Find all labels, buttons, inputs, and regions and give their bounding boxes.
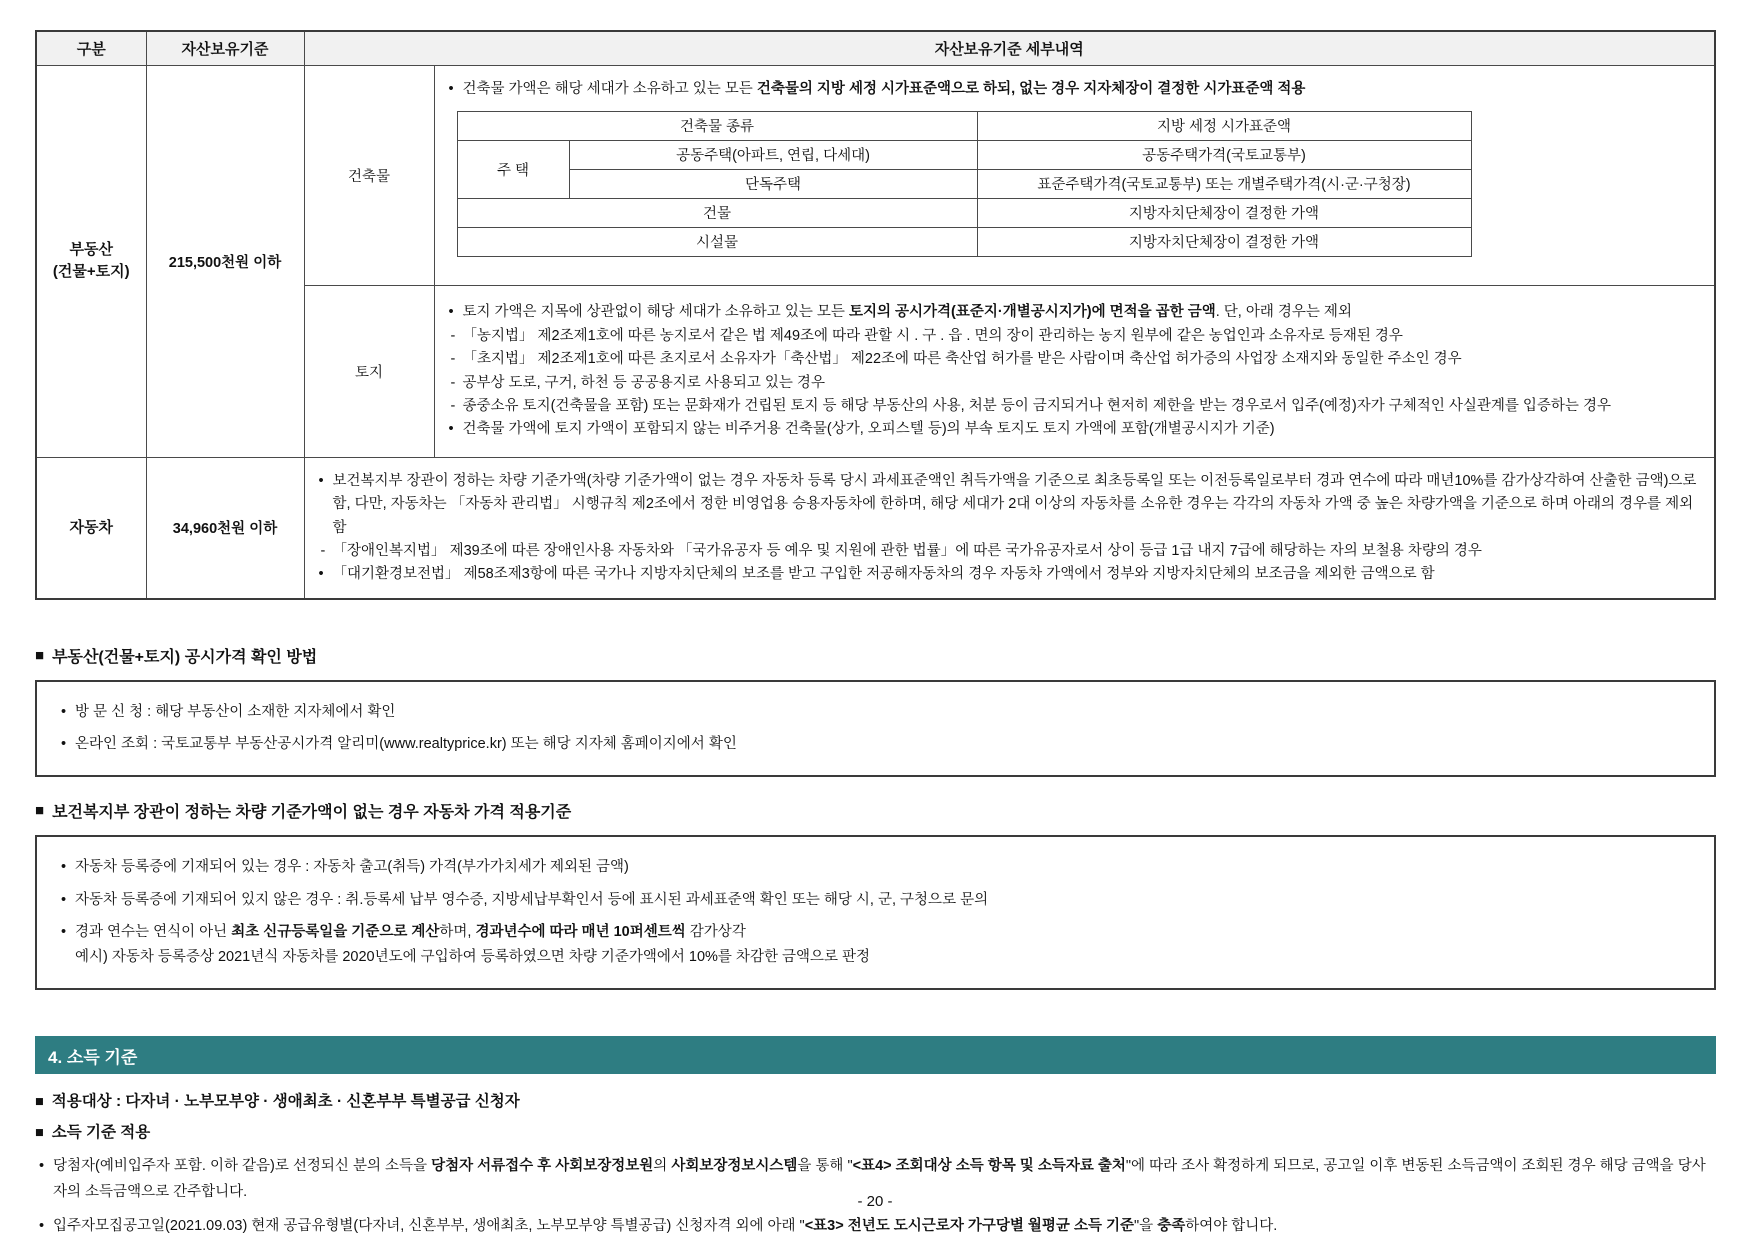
bullet-marker: • bbox=[448, 421, 454, 438]
square-marker: ■ bbox=[35, 802, 45, 820]
bullet-marker: • bbox=[39, 1217, 45, 1234]
list-item bbox=[319, 563, 1701, 586]
income-apply-line bbox=[35, 1120, 1716, 1142]
list-item-text: 건축물 가액에 토지 가액이 포함되지 않는 비주거용 건축물(상가, 오피스텔 등)의 부속 토지도 토지 가액에 포함(개별공시지가 기준) bbox=[462, 421, 1275, 438]
list-item-text: 자동차 등록증에 기재되어 있는 경우 : 자동차 출고(취득) 가격(부가가치세가 제외된 금액) bbox=[75, 859, 629, 876]
category-car: 자동차 bbox=[36, 457, 146, 599]
section-title: 보건복지부 장관이 정하는 차량 기준가액이 없는 경우 자동차 가격 적용기준 bbox=[52, 804, 572, 822]
bullet-marker: • bbox=[448, 80, 454, 97]
list-item-text: 「대기환경보전법」 제58조제3항에 따른 국가나 지방자치단체의 보조를 받고 구입한 저공해자동차의 경우 자동차 가액에서 정부와 지방자치단체의 보조금을 제외한 금액으로 함 bbox=[332, 566, 1435, 583]
inner-col-value: 지방 세정 시가표준액 bbox=[977, 111, 1471, 140]
col-header-detail: 자산보유기준 세부내역 bbox=[304, 31, 1715, 65]
subcategory-building-label: 건축물 bbox=[304, 65, 434, 285]
bullet-marker: • bbox=[61, 859, 67, 876]
list-item-text: 경과 연수는 연식이 아닌 최초 신규등록일을 기준으로 계산하며, 경과년수에 따라 매년 10퍼센트씩 감가상각 bbox=[75, 923, 746, 940]
price-confirm-box bbox=[35, 680, 1716, 777]
list-item bbox=[61, 733, 1690, 756]
table-header-row bbox=[36, 31, 1715, 65]
list-item-text: 보건복지부 장관이 정하는 차량 기준가액(차량 기준가액이 없는 경우 자동차 등록 당시 과세표준액인 취득가액을 기준으로 최초등록일 또는 이전등록일로부터 경과 연수에 따라 매년10%를 감가상각하여 산출한 금액)으로 함, 다만, 자동차는 「자동차 관리법」 시행규칙 제2조에서 정한 비영업용 승용자동차에 한하며, 해당 세대가 2대 이상의 자동차를 소유한 경우는 각각의 자동차 가액 중 높은 차량가액을 기준으로 하며 아래의 경우를 제외함 bbox=[332, 472, 1697, 536]
table-row-building bbox=[36, 65, 1715, 285]
list-item-text: 온라인 조회 : 국토교통부 부동산공시가격 알리미(www.realtyprice.kr) 또는 해당 지자체 홈페이지에서 확인 bbox=[75, 736, 737, 753]
inner-header-row bbox=[457, 111, 1471, 140]
inner-type-cell: 공동주택(아파트, 연립, 다세대) bbox=[569, 140, 977, 169]
criteria-car: 34,960천원 이하 bbox=[146, 457, 304, 599]
list-item bbox=[449, 395, 1701, 418]
col-header-criteria: 자산보유기준 bbox=[146, 31, 304, 65]
bullet-marker: • bbox=[61, 891, 67, 908]
category-realestate-line2: (건물+토지) bbox=[52, 263, 130, 280]
list-item-text: 종중소유 토지(건축물을 포함) 또는 문화재가 건립된 토지 등 해당 부동산의 사용, 처분 등이 금지되거나 현저히 제한을 받는 경우로서 입주(예정)자가 구체적인 사실관계를 입증하는 경우 bbox=[462, 397, 1611, 414]
section-heading-price-confirm bbox=[35, 644, 1716, 667]
income-target-text: 적용대상 : 다자녀 · 노부모부양 · 생애최초 · 신혼부부 특별공급 신청자 bbox=[51, 1093, 520, 1111]
subcategory-land-label: 토지 bbox=[304, 285, 434, 457]
bullet-marker: • bbox=[39, 1158, 45, 1175]
inner-row-apartment bbox=[457, 140, 1471, 169]
dash-marker: - bbox=[320, 542, 326, 559]
page-number: - 20 - bbox=[857, 1193, 893, 1210]
dash-marker: - bbox=[450, 397, 456, 414]
empty-marker bbox=[61, 946, 75, 969]
list-item bbox=[39, 1214, 1716, 1239]
inner-value-cell: 지방자치단체장이 결정한 가액 bbox=[977, 198, 1471, 227]
square-marker: ■ bbox=[35, 1125, 44, 1142]
list-item-text: 당첨자(예비입주자 포함. 이하 같음)로 선정되신 분의 소득을 당첨자 서류접수 후 사회보장정보원의 사회보장정보시스템을 통해 "<표4> 조회대상 소득 항목 및 소득자료 출처"에 따라 조사 확정하게 되므로, 공고일 이후 변동된 소득금액이 조회된 경우 해당 금액을 당사자의 소득금액으로 간주합니다. bbox=[53, 1158, 1706, 1200]
list-item bbox=[61, 921, 1690, 944]
bullet-marker: • bbox=[61, 923, 67, 940]
list-item-text: 방 문 신 청 : 해당 부동산이 소재한 지자체에서 확인 bbox=[75, 704, 396, 720]
inner-value-cell: 지방자치단체장이 결정한 가액 bbox=[977, 227, 1471, 256]
inner-value-cell: 공동주택가격(국토교통부) bbox=[977, 140, 1471, 169]
section-heading-car-price bbox=[35, 799, 1716, 822]
banner-title: 4. 소득 기준 bbox=[48, 1047, 138, 1067]
list-item-text: 자동차 등록증에 기재되어 있지 않은 경우 : 취.등록세 납부 영수증, 지방세납부확인서 등에 표시된 과세표준액 확인 또는 해당 시, 군, 구청으로 문의 bbox=[75, 891, 989, 908]
bullet-marker: • bbox=[318, 472, 324, 489]
land-detail-cell bbox=[434, 285, 1715, 457]
inner-row-facility bbox=[457, 227, 1471, 256]
building-intro-text: 건축물 가액은 해당 세대가 소유하고 있는 모든 건축물의 지방 세정 시가표준액으로 하되, 없는 경우 지자체장이 결정한 시가표준액 적용 bbox=[462, 80, 1306, 97]
list-item bbox=[61, 701, 1690, 724]
list-item-text: 입주자모집공고일(2021.09.03) 현재 공급유형별(다자녀, 신혼부부, 생애최초, 노부모부양 특별공급) 신청자격 외에 아래 "<표3> 전년도 도시근로자 가구당별 월평균 소득 기준"을 충족하여야 합니다. bbox=[53, 1217, 1278, 1234]
car-price-box bbox=[35, 835, 1716, 990]
inner-col-type: 건축물 종류 bbox=[457, 111, 977, 140]
list-item-text: 토지 가액은 지목에 상관없이 해당 세대가 소유하고 있는 모든 토지의 공시가격(표준지·개별공시지가)에 면적을 곱한 금액. 단, 아래 경우는 제외 bbox=[462, 304, 1352, 321]
list-item bbox=[61, 856, 1690, 879]
housing-group-label: 주 택 bbox=[457, 140, 569, 198]
asset-criteria-table bbox=[35, 30, 1716, 600]
list-item-text: 예시) 자동차 등록증상 2021년식 자동차를 2020년도에 구입하여 등록하였으면 차량 기준가액에서 10%를 차감한 금액으로 판정 bbox=[75, 948, 871, 965]
bullet-marker: • bbox=[318, 566, 324, 583]
col-header-category: 구분 bbox=[36, 31, 146, 65]
list-item-text: 「초지법」 제2조제1호에 따른 초지로서 소유자가「축산법」 제22조에 따른 축산업 허가를 받은 사람이며 축산업 허가증의 사업장 소재지와 동일한 주소인 경우 bbox=[462, 351, 1462, 368]
inner-type-cell: 건물 bbox=[457, 198, 977, 227]
list-item-text: 「장애인복지법」 제39조에 따른 장애인사용 자동차와 「국가유공자 등 예우 및 지원에 관한 법률」에 따른 국가유공자로서 상이 등급 1급 내지 7급에 해당하는 자의 보철용 차량의 경우 bbox=[332, 542, 1482, 559]
dash-marker: - bbox=[450, 327, 456, 344]
dash-marker: - bbox=[450, 351, 456, 368]
bullet-marker: • bbox=[448, 304, 454, 321]
square-marker: ■ bbox=[35, 1094, 44, 1111]
inner-row-building bbox=[457, 198, 1471, 227]
building-detail-cell bbox=[434, 65, 1715, 285]
criteria-realestate: 215,500천원 이하 bbox=[146, 65, 304, 457]
list-item bbox=[61, 889, 1690, 912]
income-section-banner bbox=[35, 1036, 1716, 1074]
car-detail-cell bbox=[304, 457, 1715, 599]
bullet-marker: • bbox=[61, 736, 67, 753]
list-item bbox=[449, 348, 1701, 371]
inner-type-cell: 시설물 bbox=[457, 227, 977, 256]
dash-marker: - bbox=[450, 374, 456, 391]
list-item bbox=[449, 325, 1701, 348]
square-marker: ■ bbox=[35, 647, 45, 664]
inner-type-cell: 단독주택 bbox=[569, 169, 977, 198]
building-price-table bbox=[457, 111, 1472, 257]
inner-value-cell: 표준주택가격(국토교통부) 또는 개별주택가격(시·군·구청장) bbox=[977, 169, 1471, 198]
income-target-line bbox=[35, 1089, 1716, 1111]
list-item-text: 공부상 도로, 구거, 하천 등 공공용지로 사용되고 있는 경우 bbox=[462, 374, 825, 391]
list-item bbox=[319, 540, 1701, 563]
list-item bbox=[449, 418, 1701, 441]
list-item bbox=[449, 301, 1701, 324]
income-apply-text: 소득 기준 적용 bbox=[51, 1124, 151, 1142]
category-realestate-line1: 부동산 bbox=[69, 240, 113, 258]
list-item bbox=[61, 946, 1690, 969]
table-row-car bbox=[36, 457, 1715, 599]
list-item bbox=[319, 470, 1701, 540]
inner-row-detached bbox=[457, 169, 1471, 198]
bullet-marker: • bbox=[61, 704, 67, 720]
list-item bbox=[449, 78, 1701, 101]
section-title: 부동산(건물+토지) 공시가격 확인 방법 bbox=[52, 649, 318, 666]
category-realestate bbox=[36, 65, 146, 457]
list-item-text: 「농지법」 제2조제1호에 따른 농지로서 같은 법 제49조에 따라 관할 시 . 구 . 읍 . 면의 장이 관리하는 농지 원부에 같은 농업인과 소유자로 등재된 경우 bbox=[462, 327, 1403, 344]
list-item bbox=[449, 372, 1701, 395]
